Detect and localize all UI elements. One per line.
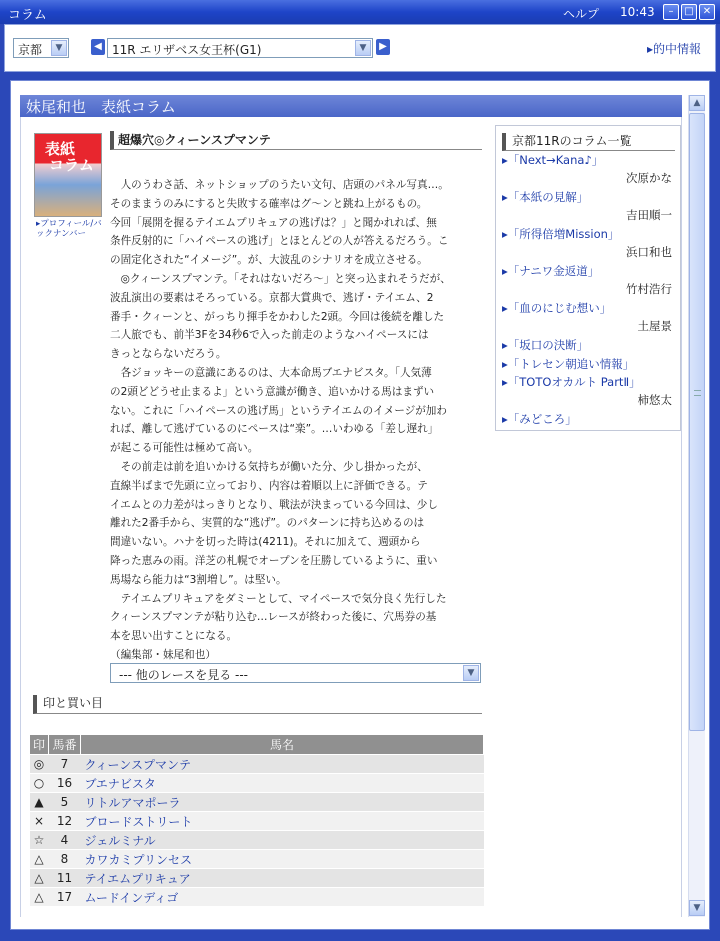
article-line: 番手・クィーンと、がっちり揮手をかわした2頭。今回は後続を離した [110,310,445,323]
horse-name-link[interactable]: ブエナビスタ [81,774,484,793]
column-list-title: 京都11Rのコラム一覧 [502,133,675,151]
column-list-item[interactable]: ▸「みどころ」 [502,412,577,426]
mark-cell: ▲ [30,793,49,812]
horse-name-link[interactable]: テイエムプリキュア [81,869,484,888]
scroll-down-icon[interactable]: ▼ [689,900,705,916]
article-line: 馬場なら能力は“3割増し”。は堅い。 [110,573,287,586]
number-cell: 7 [49,755,81,774]
article-title: 超爆穴◎クィーンスプマンテ [110,131,482,150]
article-line: きっとならないだろう。 [110,348,227,361]
article-line: （編集部・妹尾和也） [110,648,216,661]
mark-cell: × [30,812,49,831]
next-race-button[interactable]: ▶ [376,39,390,55]
number-cell: 8 [49,850,81,869]
article-line: の2頭どどうせ止まるよ」という意識が働き、追いかける馬はまずい [110,385,435,398]
race-select-value: 11R エリザベス女王杯(G1) [112,43,262,57]
article-line: そのままうのみにすると失敗する確率はグ～ンと跳ね上がるもの。 [110,197,428,210]
maximize-icon[interactable]: □ [681,4,697,20]
horse-name-link[interactable]: ブロードストリート [81,812,484,831]
article-line: その前走は前を追いかける気持ちが働いた分、少し掛かったが、 [110,460,428,473]
venue-select-value: 京都 [18,43,43,57]
horse-name-link[interactable]: ムードインディゴ [81,888,484,907]
article-line: 二人旅でも、前半3Fを34秒6で入った前走のようなハイペースには [110,329,429,342]
table-row [30,774,484,793]
table-header-row [30,735,484,755]
scrollbar-thumb[interactable] [689,113,705,731]
marks-section-title: 印と買い目 [33,695,482,714]
chevron-down-icon[interactable]: ▼ [355,40,371,56]
column-thumbnail[interactable] [34,133,102,217]
column-list-item[interactable]: ▸「TOTOオカルト PartⅡ」 [502,375,641,389]
header-horse-name: 馬名 [81,735,484,755]
scroll-up-icon[interactable]: ▲ [689,95,705,111]
other-races-select[interactable] [110,663,481,683]
title-bar [0,0,720,24]
horse-name-link[interactable]: ジェルミナル [81,831,484,850]
prev-race-button[interactable]: ◀ [91,39,105,55]
column-author: 次原かな [626,171,672,185]
article-line: テイエムプリキュアをダミーとして、マイペースで気分良く先行した [110,592,447,605]
table-row [30,793,484,812]
header-number: 馬番 [49,735,81,755]
column-author: 竹村浩行 [626,282,672,296]
mark-cell: △ [30,888,49,907]
article-line: ない。これに「ハイペースの逃げ馬」というテイエムのイメージが加わ [110,404,447,417]
article-line: が起こる可能性は極めて高い。 [110,442,259,455]
venue-select[interactable] [13,38,69,58]
article-body [110,176,484,665]
table-row [30,888,484,907]
column-list-item[interactable]: ▸「所得倍増Mission」 [502,227,620,241]
number-cell: 5 [49,793,81,812]
table-row [30,869,484,888]
column-header: 妹尾和也 表紙コラム [20,95,682,117]
article-line: 離れた2番手から、実質的な“逃げ”。のパターンに持ち込めるのは [110,517,425,530]
article-line: れば、離して逃げているのにペースは“楽”。…いわゆる「差し遅れ」 [110,423,439,436]
column-author: 浜口和也 [626,245,672,259]
article-line: 間違いない。ハナを切った時は(4211)。それに加えて、週頭から [110,536,421,549]
chevron-down-icon[interactable]: ▼ [463,665,479,681]
hit-info-link[interactable]: ▸的中情報 [647,42,702,56]
article-line: の固定化された“イメージ”。が、大波乱のシナリオを成立させる。 [110,254,428,267]
article-line: イエムとの力差がはっきりとなり、戦法が決まっている今回は、少し [110,498,438,511]
article-line: 人のうわさ話、ネットショップのうたい文句、店頭のパネル写真…。 [110,179,449,191]
article-line: 条件反射的に「ハイペースの逃げ」とほとんどの人が答えるだろう。こ [110,235,449,248]
column-author: 吉田順一 [626,208,672,222]
column-list-box [495,125,681,431]
mark-cell: ☆ [30,831,49,850]
column-list-item[interactable]: ▸「血のにじむ想い」 [502,301,612,315]
horse-name-link[interactable]: クィーンスプマンテ [81,755,484,774]
article-line: クィーンスプマンテが粘り込む…レースが終わった後に、穴馬券の基 [110,611,437,624]
horse-name-link[interactable]: カワカミプリンセス [81,850,484,869]
help-menu[interactable]: ヘルプ [563,7,600,21]
article-line: 各ジョッキーの意識にあるのは、大本命馬ブエナビスタ。「人気薄 [110,366,432,379]
table-row [30,850,484,869]
table-row [30,755,484,774]
column-list-item[interactable]: ▸「Next→Kana♪」 [502,153,604,167]
thumbnail-text: コラム [49,156,94,174]
mark-cell: ◎ [30,755,49,774]
article-line: 直線半ばまで先頭に立っており、内容は着順以上に評価できる。テ [110,479,428,492]
horse-name-link[interactable]: リトルアマポーラ [81,793,484,812]
table-row [30,831,484,850]
number-cell: 12 [49,812,81,831]
number-cell: 17 [49,888,81,907]
window-title: コラム [8,8,47,23]
chevron-down-icon[interactable]: ▼ [51,40,67,56]
clock: 10:43 [620,5,655,19]
mark-cell: △ [30,869,49,888]
column-author: 柿悠太 [637,393,672,407]
number-cell: 16 [49,774,81,793]
toolbar [4,24,716,72]
race-select[interactable] [107,38,373,58]
profile-link[interactable]: ▸プロフィール/バックナンバー [36,219,102,239]
header-mark: 印 [30,735,49,755]
mark-cell: △ [30,850,49,869]
other-races-value: --- 他のレースを見る --- [119,668,249,682]
article-line: 波乱演出の要素はそろっている。京都大賞典で、逃げ・テイエム、2 [110,291,434,304]
article-line: 本を思い出すことになる。 [110,630,238,643]
column-list-item[interactable]: ▸「トレセン朝追い情報」 [502,357,635,371]
article-line: 降った恵みの雨。洋芝の札幌でオープンを圧勝しているように、重い [110,554,438,567]
close-icon[interactable]: ✕ [699,4,715,20]
article-line: ◎クィーンスプマンテ。「それはないだろ～」と突っ込まれそうだが、 [110,272,451,285]
thumbnail-text: 表紙 [45,140,76,158]
mark-cell: ○ [30,774,49,793]
article-line: 今回「展開を握るテイエムプリキュアの逃げは？」と聞かれれば、無 [110,216,437,229]
minimize-icon[interactable]: – [663,4,679,20]
table-row [30,812,484,831]
column-list-item[interactable]: ▸「坂口の決断」 [502,338,589,352]
number-cell: 4 [49,831,81,850]
marks-table [29,734,484,907]
number-cell: 11 [49,869,81,888]
column-list-item[interactable]: ▸「本紙の見解」 [502,190,589,204]
vertical-scrollbar[interactable] [688,95,705,917]
column-list-item[interactable]: ▸「ナニワ金返道」 [502,264,600,278]
column-author: 土屋景 [637,319,672,333]
